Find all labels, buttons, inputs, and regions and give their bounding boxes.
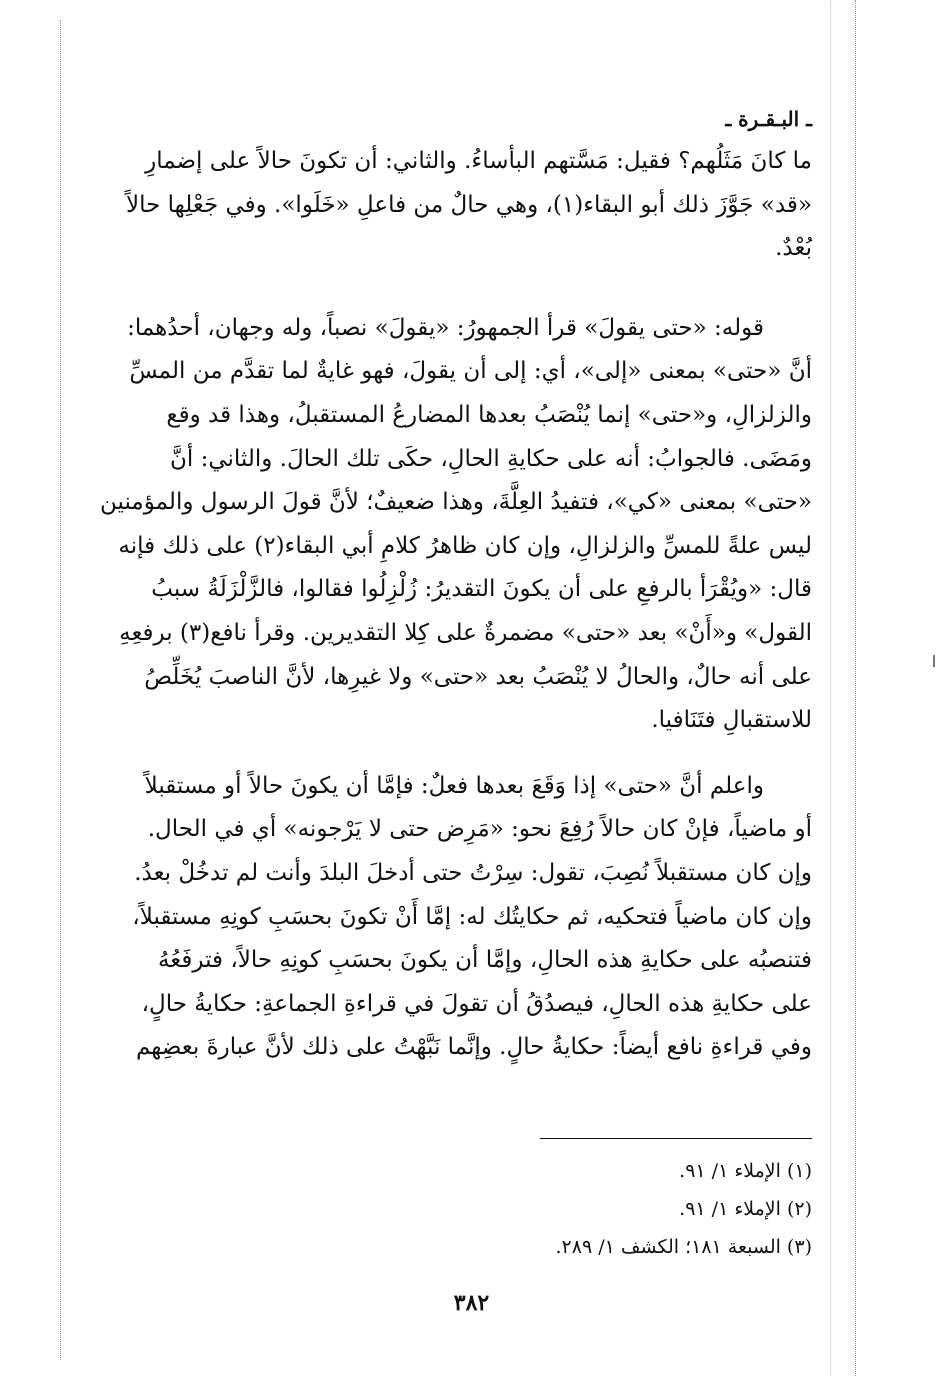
text-line: أو ماضياً، فإنْ كان حالاً رُفِعَ نحو: «مَرِض حتى لا يَرْجونه» أي في الحال. <box>147 816 812 843</box>
text-line: ومَضَى. فالجوابُ: أنه على حكايةِ الحالِ، حكَى تلك الحالَ. والثاني: أنَّ <box>170 445 812 472</box>
footnote-2: (٢) الإملاء ١/ ٩١. <box>679 1198 812 1220</box>
paragraph-3 <box>100 765 812 1070</box>
text-line: وإن كان ماضياً فتحكيه، ثم حكايتُك له: إمَّا أَنْ تكونَ بحسَبِ كونِهِ مستقبلاً، <box>132 903 812 930</box>
text-line: على حكايةِ هذه الحالِ، فيصدُقُ أن تقولَ في قراءةِ الجماعةِ: حكايةُ حالٍ، <box>141 990 812 1017</box>
text-line: القول» و«أَنْ» بعد «حتى» مضمرةٌ على كِلا التقديرين. وقرأ نافع(٣) برفعِهِ <box>119 619 812 646</box>
text-line: قال: «ويُقْرَأ بالرفعِ على أن يكونَ التقديرُ: زُلْزِلُوا فقالوا، فالزَّلْزَلَةُ سببُ <box>151 576 812 603</box>
text-line: «قد» جَوَّزَ ذلك أبو البقاء(١)، وهي حالٌ من فاعلِ «خَلَوا». وفي جَعْلِها حالاً <box>125 191 812 218</box>
text-line: على أنه حالٌ، والحالُ لا يُنْصَبُ بعد «حتى» ولا غيرِها، لأنَّ الناصبَ يُخَلِّصُ <box>144 663 812 690</box>
margin-guide-right-inner <box>830 0 831 1376</box>
paragraph-1 <box>100 140 812 271</box>
text-line: وفي قراءةِ نافع أيضاً: حكايةُ حالٍ. وإنَّما نَبَّهْتُ على ذلك لأنَّ عبارةَ بعضِهم <box>135 1034 812 1061</box>
footnote-separator <box>540 1138 812 1139</box>
page-body <box>100 98 812 1070</box>
text-line: «حتى» بمعنى «كي»، فتفيدُ العِلَّةَ، وهذا ضعيفٌ؛ لأنَّ قولَ الرسول والمؤمنين <box>100 489 812 516</box>
edge-tick <box>933 655 935 667</box>
text-line: ليس علةً للمسِّ والزلزالِ، وإن كان ظاهرُ كلامِ أبي البقاء(٢) على ذلك فإنه <box>118 532 812 559</box>
text-line: فتنصبُه على حكايةِ هذه الحالِ، وإمَّا أن يكونَ بحسَبِ كونِهِ حالاً، فترفَعُهُ <box>157 947 812 974</box>
margin-guide-left <box>60 20 61 1360</box>
text-line: للاستقبالِ فتَنَافيا. <box>651 707 812 734</box>
text-line: وإن كان مستقبلاً نُصِبَ، تقول: سِرْتُ حتى أدخلَ البلدَ وأنت لم تدخُلْ بعدُ. <box>134 859 812 886</box>
paragraph-2 <box>100 307 812 743</box>
margin-guide-right <box>855 0 856 1376</box>
text-line: ما كانَ مَثَلُهم؟ فقيل: مَسَّتهم البأساءُ. والثاني: أن تكونَ حالاً على إضمارِ <box>145 148 812 174</box>
text-line: واعلم أنَّ «حتى» إذا وَقَعَ بعدها فعلٌ: فإمَّا أن يكونَ حالاً أو مستقبلاً <box>144 772 764 799</box>
text-line: أنَّ «حتى» بمعنى «إلى»، أي: إلى أن يقولَ، فهو غايةٌ لما تقدَّم من المسِّ <box>129 358 812 385</box>
running-header: ـ البـقـرة ـ <box>725 107 812 131</box>
text-line: قوله: «حتى يقولَ» قرأ الجمهورُ: «يقولَ» نصباً، وله وجهان، أحدُهما: <box>127 314 764 341</box>
footnotes <box>400 1152 812 1266</box>
footnote-1: (١) الإملاء ١/ ٩١. <box>679 1160 812 1182</box>
text-line: والزلزالِ، و«حتى» إنما يُنْصَبُ بعدها المضارعُ المستقبلُ، وهذا قد وقع <box>166 401 812 428</box>
footnote-3: (٣) السبعة ١٨١؛ الكشف ١/ ٢٨٩. <box>555 1236 812 1258</box>
page-number: ٣٨٢ <box>453 1290 490 1316</box>
text-line: بُعْدٌ. <box>775 235 812 262</box>
